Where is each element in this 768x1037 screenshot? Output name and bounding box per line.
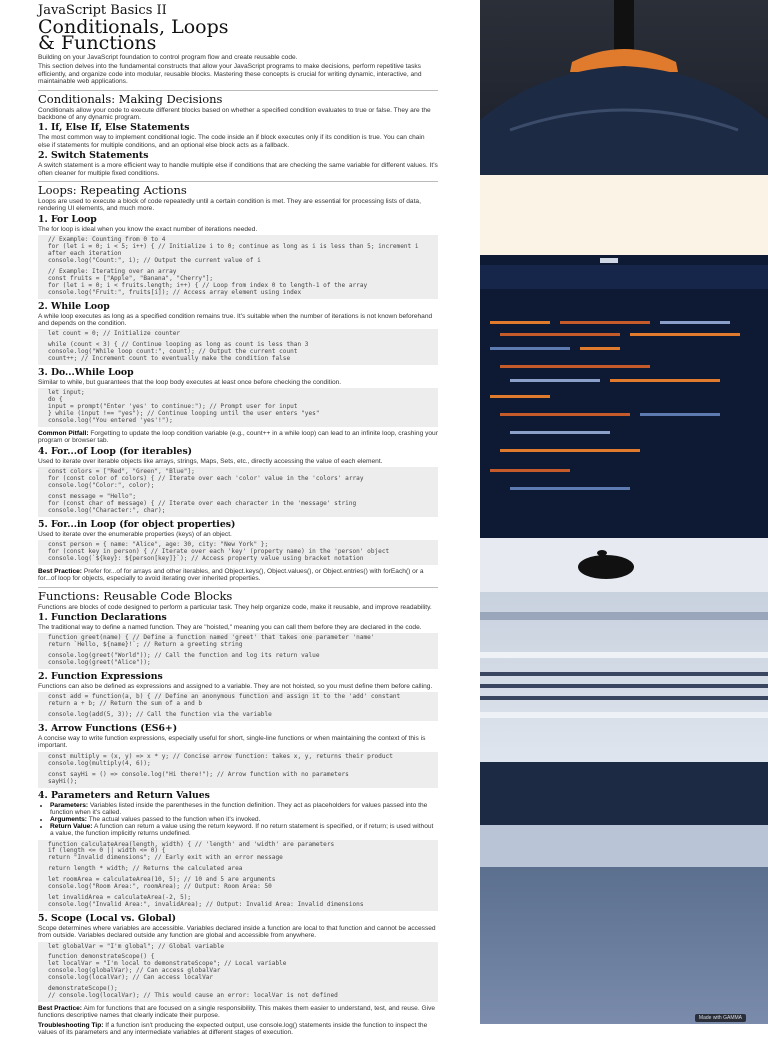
code-line: return `Hello, ${name}!`; // Return a greeting string	[48, 641, 243, 649]
code-line	[580, 347, 620, 350]
callout-label: Best Practice:	[38, 567, 82, 575]
subheading-for-of: 4. For...of Loop (for iterables)	[38, 445, 193, 457]
subheading-for-in: 5. For...in Loop (for object properties)	[38, 518, 236, 530]
code-line: console.log(greet("Alice"));	[48, 659, 151, 667]
laptop-screen	[480, 255, 768, 538]
section-heading-loops: Loops: Repeating Actions	[38, 181, 438, 196]
code-line	[630, 333, 740, 336]
code-line	[560, 321, 650, 324]
series-title: JavaScript Basics II	[38, 3, 167, 18]
list-item-label: Arguments:	[50, 815, 87, 823]
code-line: const fruits = ["Apple", "Banana", "Cherry"];	[48, 274, 214, 282]
code-line: const sayHi = () => console.log("Hi there!"); // Arrow function with no parameters	[48, 770, 349, 778]
code-block	[38, 467, 438, 516]
code-block	[38, 329, 438, 365]
list-item-label: Parameters:	[50, 801, 89, 809]
desk-surface	[480, 762, 768, 1024]
code-block	[38, 692, 438, 721]
for-loop-text: The for loop is ideal when you know the exact number of iterations needed.	[38, 225, 258, 233]
code-line: function calculateArea(length, width) { // 'length' and 'width' are parameters	[48, 840, 335, 848]
subheading-while-loop: 2. While Loop	[38, 300, 110, 312]
code-line: return a + b; // Return the sum of a and b	[48, 700, 203, 708]
code-line	[610, 379, 720, 382]
callout-text: Forgetting to update the loop condition variable (e.g., count++ in a while loop) can lead to an infinite loop, crashing your program or browser tab.	[38, 429, 438, 445]
code-line: console.log(globalVar); // Can access globalVar	[48, 967, 221, 975]
callout-text: Prefer for...of for arrays and other iterables, and Object.keys(), Object.values(), or Object.entries() with forEach() or a for...of loop for objects, especially to avoid iterating over inherited properties.	[38, 567, 424, 583]
key-row	[480, 652, 768, 658]
code-line: for (const color of colors) { // Iterate over each 'color' value in the 'colors' array	[48, 475, 364, 483]
switch-text: A switch statement is a more efficient way to handle multiple else if conditions that are checking the same variable for different values. It's often cleaner for multiple fixed conditions.	[38, 162, 438, 177]
page-title-line-1: Conditionals, Loops	[38, 16, 229, 38]
functions-intro: Functions are blocks of code designed to perform a particular task. They help organize code, make it reusable, and improve readability.	[38, 603, 432, 611]
code-line: const multiply = (x, y) => x * y; // Concise arrow function: takes x, y, returns their product	[48, 752, 393, 760]
list-item	[50, 802, 438, 816]
page-title	[38, 16, 438, 54]
code-line: let count = 0; // Initialize counter	[48, 330, 181, 338]
page-title-line-2: & Functions	[38, 32, 157, 54]
hero-photo	[480, 0, 768, 1024]
best-practice-note	[38, 1005, 438, 1020]
intro-lead: Building on your JavaScript foundation to control program flow and create reusable code.	[38, 54, 298, 61]
code-line	[500, 365, 650, 368]
arrow-functions-text: A concise way to write function expressions, especially useful for short, single-line functions or when maintaining the context of this is important.	[38, 735, 426, 750]
code-line: console.log("Character:", char);	[48, 506, 166, 514]
list-item	[50, 823, 438, 837]
subheading-scope: 5. Scope (Local vs. Global)	[38, 912, 176, 924]
code-line: console.log(localVar); // Can access localVar	[48, 974, 214, 982]
code-line	[500, 449, 640, 452]
code-line: let globalVar = "I'm global"; // Global variable	[48, 942, 225, 950]
code-line: let invalidArea = calculateArea(-2, 5);	[48, 893, 192, 901]
code-line: let localVar = "I'm local to demonstrateScope"; // Local variable	[48, 960, 287, 968]
code-line: console.log("Room Area:", roomArea); // Output: Room Area: 50	[48, 883, 272, 891]
code-line: const add = function(a, b) { // Define an anonymous function and assign it to the 'add' constant	[48, 693, 401, 701]
section-heading-conditionals: Conditionals: Making Decisions	[38, 90, 438, 105]
code-block	[38, 840, 438, 911]
list-item	[50, 816, 438, 823]
callout-label: Common Pitfall:	[38, 429, 89, 437]
common-pitfall-note	[38, 430, 438, 445]
code-line: } while (input !== "yes"); // Continue looping until the user enters "yes"	[48, 410, 320, 418]
code-line	[510, 431, 610, 434]
code-line: // console.log(localVar); // This would cause an error: localVar is not defined	[48, 992, 338, 1000]
code-line: const person = { name: "Alice", age: 30, city: "New York" };	[48, 540, 269, 548]
code-line: console.log("You entered 'yes'!");	[48, 417, 173, 424]
code-line: sayHi();	[48, 777, 78, 785]
conditionals-intro: Conditionals allow your code to execute different blocks based on whether a specified condition evaluates to true or false. They are the backbone of any dynamic program.	[38, 106, 431, 122]
code-line: console.log("Fruit:", fruits[i]); // Access array element using index	[48, 288, 302, 296]
function-expressions-text: Functions can also be defined as expressions and assigned to a variable. They are not hoisted, so you must define them before calling.	[38, 682, 433, 690]
key-row	[480, 684, 768, 688]
code-line: console.log(`${key}: ${person[key]}`); // Access property value using bracket notation	[48, 554, 364, 562]
code-line: console.log(multiply(4, 6));	[48, 759, 151, 767]
code-line	[490, 469, 570, 472]
code-line: return length * width; // Returns the calculated area	[48, 865, 243, 873]
for-of-text: Used to iterate over iterable objects like arrays, strings, Maps, Sets, etc., directly accessing the value of each element.	[38, 457, 383, 465]
code-line: for (let i = 0; i < 5; i++) { // Initialize i to 0; continue as long as i is less than 5; increment i after each iteration	[48, 243, 419, 258]
key-row	[480, 696, 768, 700]
for-in-text: Used to iterate over the enumerable properties (keys) of an object.	[38, 530, 232, 538]
code-line: for (const key in person) { // Iterate over each 'key' (property name) in the 'person' object	[48, 547, 390, 555]
do-while-text: Similar to while, but guarantees that the loop body executes at least once before checking the condition.	[38, 378, 342, 386]
made-with-badge[interactable]: Made with GAMMA	[695, 1014, 746, 1022]
code-line: console.log("While loop count:", count); // Output the current count	[48, 348, 298, 356]
document-column	[38, 0, 438, 1037]
parameters-list	[38, 802, 438, 838]
code-line	[490, 321, 550, 324]
code-line	[490, 395, 550, 398]
list-item-label: Return Value:	[50, 823, 93, 831]
lamp-cord	[614, 0, 634, 50]
code-line: do {	[48, 396, 63, 404]
subheading-switch: 2. Switch Statements	[38, 150, 149, 162]
code-line	[500, 413, 630, 416]
key-row	[480, 612, 768, 620]
function-declarations-text: The traditional way to define a named function. They are "hoisted," meaning you can call them before they are declared in the code.	[38, 623, 422, 631]
list-item-text: Variables listed inside the parentheses in the function definition. They act as placeholders for values passed into the function when it's called.	[50, 801, 428, 816]
callout-label: Troubleshooting Tip:	[38, 1021, 104, 1029]
apple-logo-icon	[480, 538, 768, 592]
subheading-arrow-functions: 3. Arrow Functions (ES6+)	[38, 723, 178, 735]
lamp-photo	[480, 0, 768, 175]
cream-wall	[480, 175, 768, 255]
lamp-shade	[480, 66, 768, 175]
code-line: for (let i = 0; i < fruits.length; i++) { // Loop from index 0 to length-1 of the array	[48, 281, 368, 289]
key-row	[480, 712, 768, 718]
code-line: return "Invalid dimensions"; // Early exit with an error message	[48, 854, 283, 862]
intro-body: This section delves into the fundamental constructs that allow your JavaScript programs to make decisions, perform repetitive tasks efficiently, and organize code into modular, reusable blocks. Mastering these concepts is crucial for writing dynamic, interactive, and maintainable web applications.	[38, 63, 422, 86]
keyboard-area	[480, 592, 768, 762]
subheading-function-declarations: 1. Function Declarations	[38, 611, 167, 623]
key-row	[480, 672, 768, 676]
code-block	[38, 388, 438, 427]
code-line: count++; // Increment count to eventually make the condition false	[48, 355, 291, 363]
code-line: demonstrateScope();	[48, 985, 118, 993]
scope-text: Scope determines where variables are accessible. Variables declared inside a function are local to that function and cannot be accessed from outside. Variables declared outside any function are global and accessible from anywhere.	[38, 924, 436, 940]
code-block	[38, 942, 438, 1002]
code-line: function greet(name) { // Define a function named 'greet' that takes one parameter 'name'	[48, 634, 375, 642]
best-practice-note	[38, 568, 438, 583]
code-line: const colors = ["Red", "Green", "Blue"];	[48, 468, 195, 476]
loops-intro: Loops are used to execute a block of code repeatedly until a certain condition is met. They are essential for processing lists of data, rendering UI elements, and much more.	[38, 198, 421, 213]
code-line	[500, 333, 620, 336]
code-line: console.log("Invalid Area:", invalidArea); // Output: Invalid Area: Invalid dimensions	[48, 900, 364, 908]
code-line	[490, 347, 570, 350]
code-line: input = prompt("Enter 'yes' to continue:"); // Prompt user for input	[48, 403, 298, 411]
callout-label: Best Practice:	[38, 1004, 82, 1012]
code-line: // Example: Iterating over an array	[48, 267, 177, 275]
list-item-text: The actual values passed to the function when it's invoked.	[87, 815, 261, 823]
troubleshooting-tip	[38, 1022, 438, 1037]
code-block	[38, 633, 438, 669]
screen-code-graphic	[480, 255, 768, 538]
keyboard-graphic	[480, 592, 768, 762]
subheading-function-expressions: 2. Function Expressions	[38, 670, 163, 682]
code-line: console.log(add(5, 3)); // Call the function via the variable	[48, 711, 272, 719]
subheading-for-loop: 1. For Loop	[38, 213, 97, 225]
code-line: let roomArea = calculateArea(10, 5); // 10 and 5 are arguments	[48, 876, 276, 884]
code-line: console.log(greet("World")); // Call the function and log its return value	[48, 652, 320, 660]
subheading-if-else: 1. If, Else If, Else Statements	[38, 122, 190, 134]
while-loop-text: A while loop executes as long as a specified condition remains true. It's suitable when the number of iterations is not known beforehand and depends on the condition.	[38, 312, 433, 327]
code-line: // Example: Counting from 0 to 4	[48, 236, 166, 244]
pendant-lamp-graphic	[480, 0, 768, 175]
code-line	[640, 413, 720, 416]
code-line: if (length <= 0 || width <= 0) {	[48, 847, 166, 855]
code-line	[660, 321, 730, 324]
callout-text: If a function isn't producing the expected output, use console.log() statements inside the function to inspect the values of its parameters and any intermediate variables at different stages of execution.	[38, 1021, 428, 1037]
section-heading-functions: Functions: Reusable Code Blocks	[38, 587, 438, 602]
subheading-parameters: 4. Parameters and Return Values	[38, 789, 210, 801]
code-line: let input;	[48, 389, 85, 397]
code-line: function demonstrateScope() {	[48, 953, 155, 961]
laptop-lid	[480, 538, 768, 592]
if-else-text: The most common way to implement conditional logic. The code inside an if block executes only if its condition is true. You can chain else if statements for multiple conditions, and an optional else block acts as a fallback.	[38, 134, 425, 149]
code-line: console.log("Color:", color);	[48, 481, 155, 489]
code-block	[38, 540, 438, 565]
code-line	[510, 379, 600, 382]
code-line: while (count < 3) { // Continue looping as long as count is less than 3	[48, 341, 309, 349]
code-line: for (const char of message) { // Iterate over each character in the 'message' string	[48, 499, 357, 507]
code-line: console.log("Count:", i); // Output the current value of i	[48, 257, 261, 264]
camera-dot	[600, 258, 618, 263]
code-line	[510, 487, 630, 490]
callout-text: Aim for functions that are focused on a single responsibility. This makes them easier to understand, test, and reuse. Give functions descriptive names that clearly indicate their purpose.	[38, 1004, 436, 1020]
screen-bar	[480, 265, 768, 289]
code-line: const message = "Hello";	[48, 492, 137, 500]
list-item-text: A function can return a value using the return keyword. If no return statement is specified, or if return; is used without a value, the function implicitly returns undefined.	[50, 823, 434, 838]
code-block	[38, 752, 438, 788]
subheading-do-while: 3. Do...While Loop	[38, 366, 134, 378]
code-block	[38, 235, 438, 298]
